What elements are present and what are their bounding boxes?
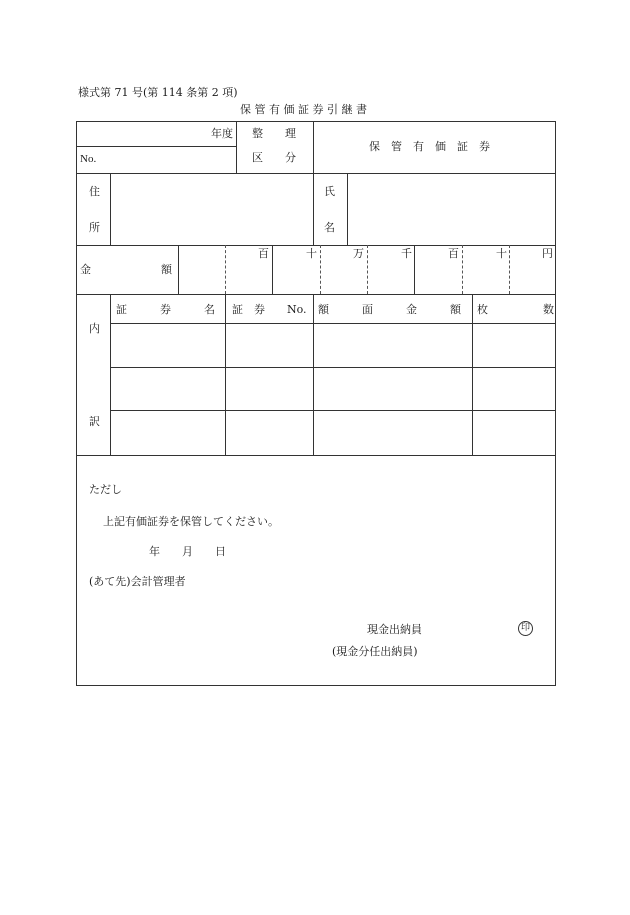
note-addressee: (あて先)会計管理者 <box>89 575 186 588</box>
name-label-1: 氏 <box>324 185 335 198</box>
seiri-label: 整 理 <box>252 127 296 140</box>
note-date: 年 月 日 <box>149 545 226 558</box>
amount-label-1: 金 <box>80 263 91 276</box>
amount-unit-ten: 十 <box>496 247 507 260</box>
column-header-security-name: 証 券 名 <box>116 303 215 316</box>
amount-unit-hundred-man: 百 <box>258 247 269 260</box>
breakdown-label-2: 訳 <box>89 415 100 428</box>
deputy-cashier-label: (現金分任出納員) <box>332 645 418 658</box>
breakdown-label-1: 内 <box>89 322 100 335</box>
column-header-count: 枚 数 <box>477 303 554 316</box>
form-frame <box>76 121 556 686</box>
column-header-face-amount: 額 面 金 額 <box>318 303 461 316</box>
form-title: 保 管 有 価 証 券 引 継 書 <box>240 103 367 116</box>
address-label-2: 所 <box>89 221 100 234</box>
kubun-label: 区 分 <box>252 151 296 164</box>
number-label: No. <box>80 153 97 165</box>
securities-kind-label: 保 管 有 価 証 券 <box>369 140 490 153</box>
address-label-1: 住 <box>89 185 100 198</box>
amount-unit-hundred: 百 <box>448 247 459 260</box>
form-reference: 様式第 71 号(第 114 条第 2 項) <box>78 86 238 99</box>
name-label-2: 名 <box>324 221 335 234</box>
column-header-security-no: 証 券 No. <box>232 303 307 316</box>
note-request: 上記有価証券を保管してください。 <box>103 515 279 528</box>
amount-unit-yen: 円 <box>542 247 553 260</box>
amount-unit-thousand: 千 <box>401 247 412 260</box>
amount-unit-man: 万 <box>353 247 364 260</box>
cashier-label: 現金出納員 <box>367 623 422 636</box>
note-tadashi: ただし <box>89 483 122 496</box>
fiscal-year-label: 年度 <box>211 127 233 140</box>
seal-stamp: 印 <box>518 621 533 636</box>
amount-unit-ten-man: 十 <box>306 247 317 260</box>
amount-label-2: 額 <box>161 263 172 276</box>
